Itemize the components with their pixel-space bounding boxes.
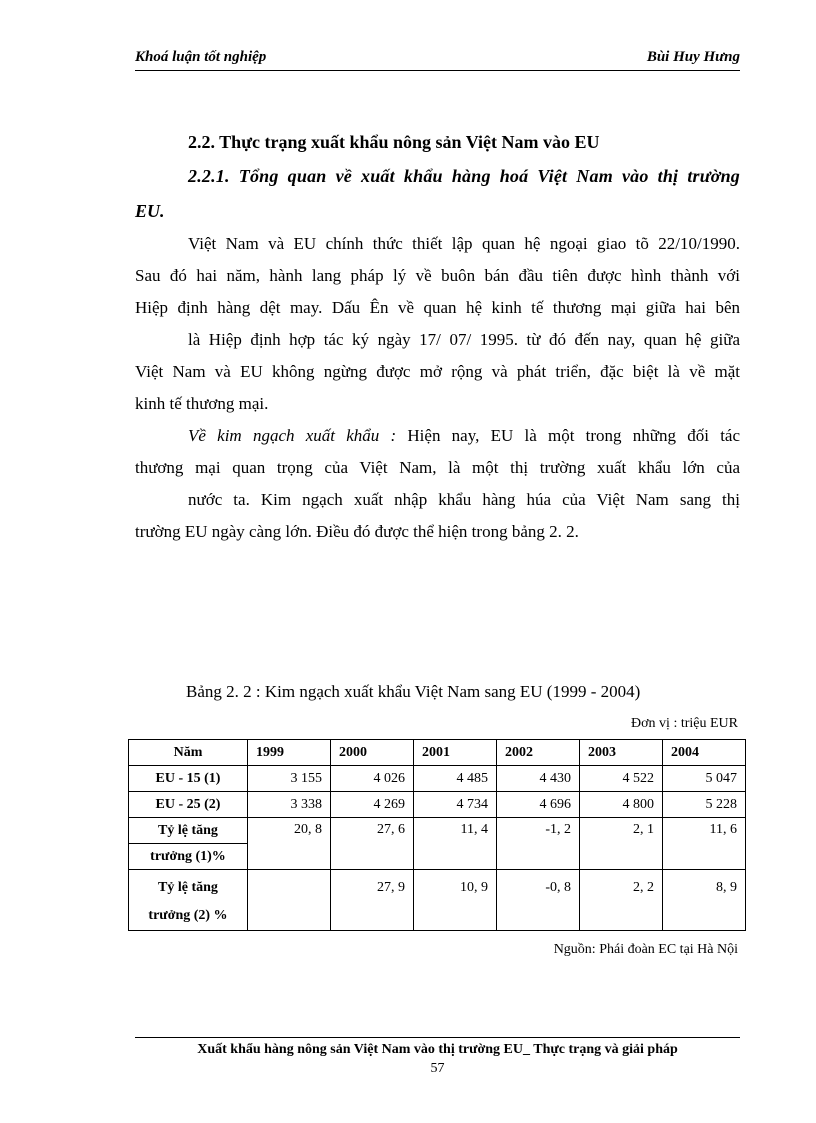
- table-cell: [248, 870, 331, 931]
- table-row-label: EU - 25 (2): [129, 792, 248, 818]
- paragraph2-lead: Về kim ngạch xuất khẩu :: [188, 426, 397, 445]
- running-footer: Xuất khẩu hàng nông sản Việt Nam vào thị trường EU_ Thực trạng và giải pháp: [197, 1042, 678, 1057]
- table-row-label: trưởng (1)%: [129, 844, 248, 870]
- table-year: 2002: [497, 740, 580, 766]
- table-cell: 8, 9: [663, 870, 746, 931]
- page-number: 57: [430, 1061, 445, 1076]
- table-cell: -1, 2: [497, 818, 580, 870]
- table-cell: 4 800: [580, 792, 663, 818]
- table-cell: 5 228: [663, 792, 746, 818]
- table-row: [129, 792, 746, 818]
- paragraph1-line: Việt Nam và EU không ngừng được mở rộng và phát triển, đặc biệt là về mặt: [135, 362, 740, 381]
- table-cell: 5 047: [663, 766, 746, 792]
- table-caption: Bảng 2. 2 : Kim ngạch xuất khẩu Việt Nam sang EU (1999 - 2004): [186, 682, 641, 701]
- table-year: 2000: [331, 740, 414, 766]
- table-row-label-l2: trưởng (2) %: [148, 908, 228, 923]
- table-cell: 4 485: [414, 766, 497, 792]
- table-row-label-l1: Tỷ lệ tăng: [158, 880, 218, 895]
- subsection-heading: 2.2.1. Tổng quan về xuất khẩu hàng hoá Việt Nam vào thị trường: [188, 166, 740, 186]
- table-cell: 4 430: [497, 766, 580, 792]
- table-cell: 27, 6: [331, 818, 414, 870]
- footer-divider: [135, 1037, 740, 1038]
- header-thesis-label: Khoá luận tốt nghiệp: [135, 49, 267, 65]
- table-cell: 10, 9: [414, 870, 497, 931]
- table-cell: 4 269: [331, 792, 414, 818]
- paragraph2-line1-rest: Hiện nay, EU là một trong những đối tác: [396, 426, 741, 445]
- table-cell: 20, 8: [248, 818, 331, 870]
- header-divider: [135, 70, 740, 71]
- table-cell: 4 026: [331, 766, 414, 792]
- paragraph2-line: thương mại quan trọng của Việt Nam, là một thị trường xuất khẩu lớn của: [135, 458, 740, 477]
- table-row: [129, 870, 746, 931]
- table-year: 2003: [580, 740, 663, 766]
- section-heading: 2.2. Thực trạng xuất khẩu nông sản Việt Nam vào EU: [188, 132, 600, 152]
- table-cell: 2, 1: [580, 818, 663, 870]
- paragraph1-line: Hiệp định hàng dệt may. Dấu Ên về quan hệ kinh tế thương mại giữa hai bên: [135, 298, 740, 317]
- table-row-label: EU - 15 (1): [129, 766, 248, 792]
- table-cell: 4 522: [580, 766, 663, 792]
- table-year: 1999: [248, 740, 331, 766]
- table-cell: -0, 8: [497, 870, 580, 931]
- table-cell: 3 338: [248, 792, 331, 818]
- table-year: 2001: [414, 740, 497, 766]
- table-header-row: [129, 740, 746, 766]
- paragraph1-line: là Hiệp định hợp tác ký ngày 17/ 07/ 1995. từ đó đến nay, quan hệ giữa: [188, 330, 740, 349]
- table-row: [129, 818, 746, 844]
- header-author: Bùi Huy Hưng: [646, 49, 740, 65]
- table-cell: 11, 6: [663, 818, 746, 870]
- table-header-label: Năm: [129, 740, 248, 766]
- paragraph1-line: Việt Nam và EU chính thức thiết lập quan hệ ngoại giao tõ 22/10/1990.: [188, 234, 740, 253]
- paragraph1-line: Sau đó hai năm, hành lang pháp lý về buôn bán đầu tiên được hình thành với: [135, 266, 740, 285]
- export-table: [128, 739, 746, 931]
- table-year: 2004: [663, 740, 746, 766]
- paragraph2-line: nước ta. Kim ngạch xuất nhập khẩu hàng húa của Việt Nam sang thị: [188, 490, 740, 509]
- subsection-heading-cont: EU.: [135, 201, 165, 221]
- table-row-label: Tỷ lệ tăng: [129, 818, 248, 844]
- table-cell: 4 696: [497, 792, 580, 818]
- paragraph2-line: trường EU ngày càng lớn. Điều đó được thể hiện trong bảng 2. 2.: [135, 522, 579, 541]
- table-unit: Đơn vị : triệu EUR: [631, 716, 738, 731]
- paragraph1-line: kinh tế thương mại.: [135, 394, 269, 413]
- table-row-label: [129, 870, 248, 931]
- table-cell: 27, 9: [331, 870, 414, 931]
- table-cell: 2, 2: [580, 870, 663, 931]
- table-row: [129, 766, 746, 792]
- table-cell: 4 734: [414, 792, 497, 818]
- table-cell: 11, 4: [414, 818, 497, 870]
- table-source: Nguồn: Phái đoàn EC tại Hà Nội: [553, 942, 738, 957]
- table-cell: 3 155: [248, 766, 331, 792]
- paragraph2-line: [188, 426, 740, 446]
